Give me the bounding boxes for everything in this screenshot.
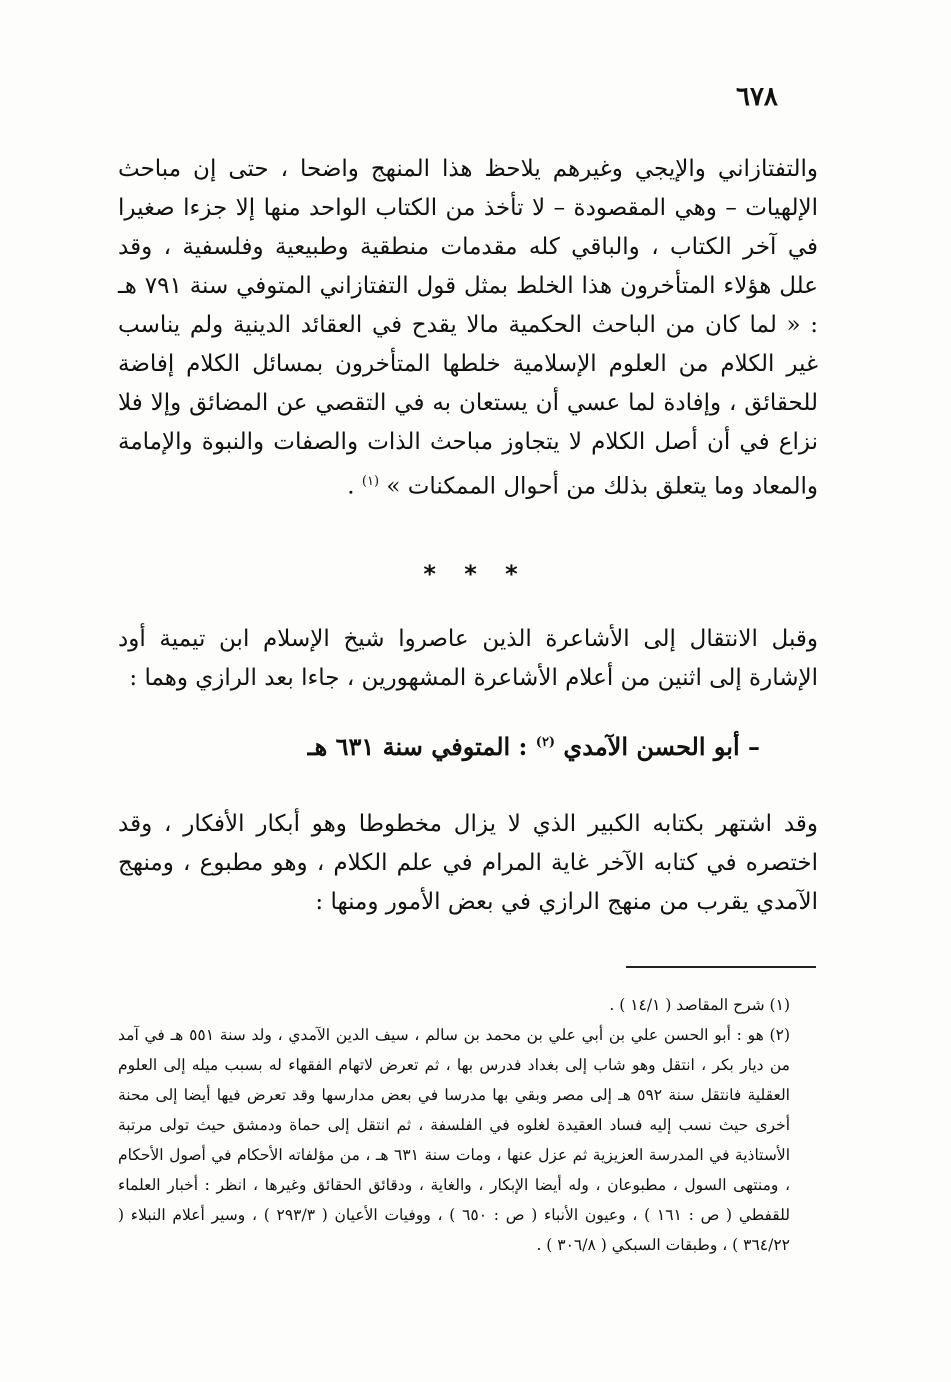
footnotes [118,990,818,1260]
paragraph-1 [118,150,818,507]
footnote-ref-2: (٢) [535,735,556,750]
paragraph-2: وقبل الانتقال إلى الأشاعرة الذين عاصروا شيخ الإسلام ابن تيمية أود الإشارة إلى اثنين من أعلام الأشاعرة المشهورين ، جاءا بعد الرازي وهما : [118,626,818,691]
section-separator: * * * [423,560,528,588]
paragraph-1-text: والتفتازاني والإيجي وغيرهم يلاحظ هذا المنهج واضحا ، حتى إن مباحث الإلهيات – وهي المقصودة – لا تأخذ من الكتاب الواحد منها إلا جزءا صغيرا في آخر الكتاب ، والباقي كله مقدمات منطقية وطبيعية وفلسفية ، وقد علل هؤلاء المتأخرون هذا الخلط بمثل قول التفتازاني المتوفي سنة ٧٩١ هـ : « لما كان من الباحث الحكمية مالا يقدح في العقائد الدينية ولم يناسب غير الكلام من العلوم الإسلامية خلطها المتأخرون بمسائل الكلام إفاضة للحقائق ، وإفادة لما عسي أن يستعان به في التقصي عن المضائق وإلا فلا نزاع في أن أصل الكلام لا يتجاوز مباحث الذات والصفات والنبوة والإمامة والمعاد وما يتعلق بذلك من أحوال الممكنات » [118,156,818,500]
section-heading [200,732,760,761]
paragraph-1-end: . [347,473,362,500]
footnote-ref-1: (١) [361,474,380,489]
heading-suffix: : المتوفي سنة ٦٣١ هـ [307,732,536,761]
footnote-2: (٢) هو : أبو الحسن علي بن أبي علي بن محمد بن سالم ، سيف الدين الآمدي ، ولد سنة ٥٥١ هـ في آمد من ديار بكر ، انتقل وهو شاب إلى بغداد فدرس بها ، ثم تعرض لاتهام الفقهاء له بسبب ميله إلى العلوم العقلية فانتقل سنة ٥٩٢ هـ إلى مصر وبقي بها مدرسا في بعض مدارسها وقد تعرض فيها أيضا إلى محنة أخرى حيث نسب إليه فساد العقيدة لغلوه في الفلسفة ، ثم انتقل إلى حماة ودمشق حيث تولى مرتبة الأستاذية في المدرسة العزيزية ثم عزل عنها ، ومات سنة ٦٣١ هـ ، من مؤلفاته الأحكام في أصول الأحكام ، ومنتهى السول ، مطبوعان ، وله أيضا الإبكار ، والغاية ، ودقائق الحقائق وغيرها ، انظر : أخبار العلماء للقفطي ( ص : ١٦١ ) ، وعيون الأنباء ( ص : ٦٥٠ ) ، ووفيات الأعيان ( ٢٩٣/٣ ) ، وسير أعلام النبلاء ( ٣٦٤/٢٢ ) ، وطبقات السبكي ( ٣٠٦/٨ ) . [118,1026,790,1254]
heading-prefix: – أبو الحسن الآمدي [555,732,760,761]
paragraph-3: وقد اشتهر بكتابه الكبير الذي لا يزال مخطوطا وهو أبكار الأفكار ، وقد اختصره في كتابه الآخر غاية المرام في علم الكلام ، وهو مطبوع ، ومنهج الآمدي يقرب من منهج الرازي في بعض الأمور ومنها : [118,811,818,915]
page-number: ٦٧٨ [736,82,778,112]
footnote-1: (١) شرح المقاصد ( ١٤/١ ) . [609,996,790,1014]
footnote-divider [626,966,816,968]
